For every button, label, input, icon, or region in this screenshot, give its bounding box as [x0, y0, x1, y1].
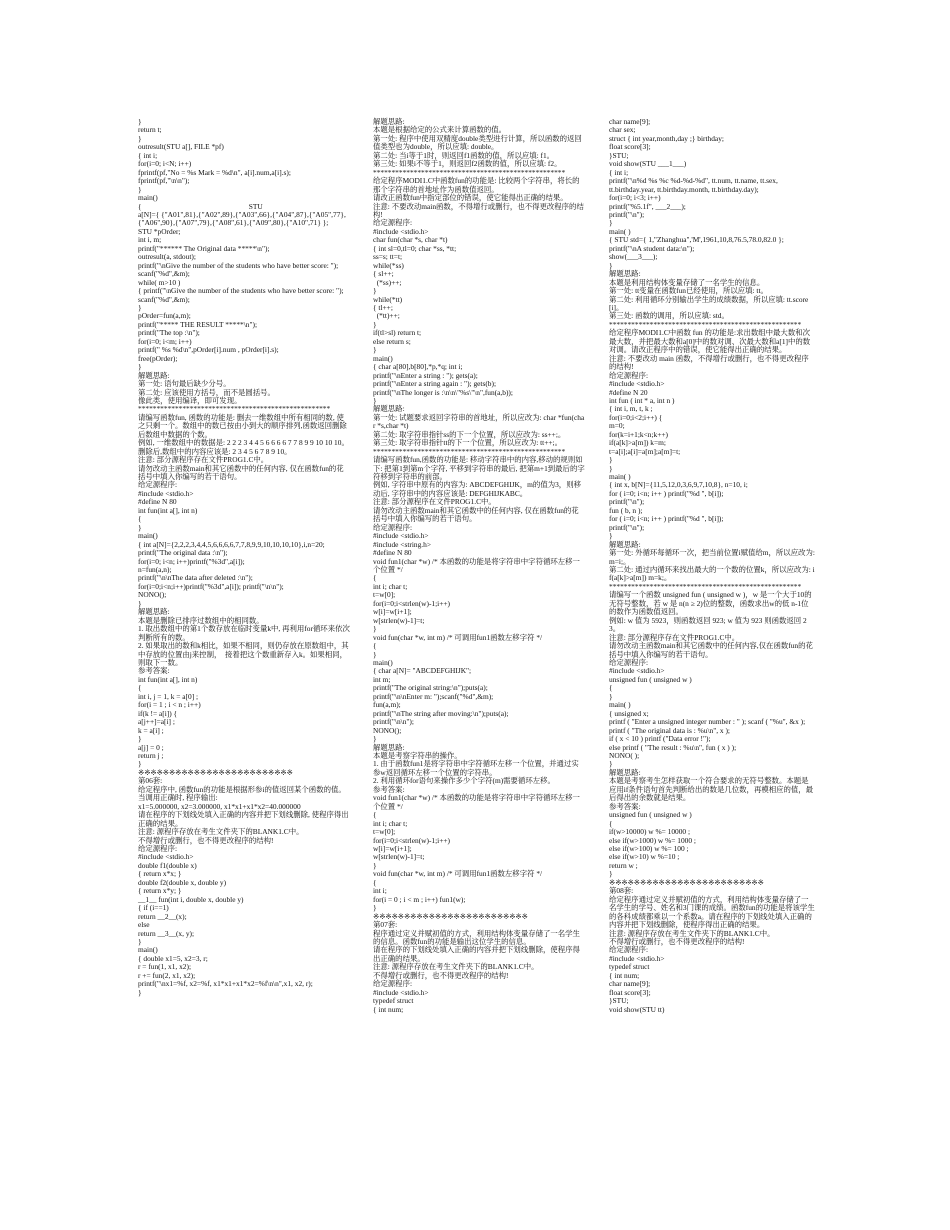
- text-line: 给定源程序:: [138, 843, 178, 853]
- text-line: if(w>10000) w %= 10000 ;: [609, 827, 691, 837]
- text-line: 本题是删除已排序过数组中的相同数。: [138, 615, 264, 625]
- text-line: x1=5.000000, x2=3.000000, x1*x1+x1*x2=40.000000: [138, 801, 301, 811]
- text-line: main( ): [609, 472, 631, 482]
- text-line: m=0;: [609, 421, 625, 431]
- text-line: int fun(int a[], int n): [138, 505, 198, 515]
- text-line: { return x*y; }: [138, 886, 182, 896]
- text-line: ※※※※※※※※※※※※※※※※※※※※※※※※※: [609, 877, 764, 887]
- text-line: scanf("%d",&m);: [138, 269, 190, 279]
- column-right: [609, 118, 815, 1014]
- text-line: float score[3];: [609, 142, 651, 152]
- text-line: double f1(double x): [138, 860, 197, 870]
- text-line: 第一处: tt变量在函数fun已经使用，所以应填: tt。: [609, 286, 768, 296]
- text-line: }: [138, 117, 142, 126]
- text-line: }: [138, 987, 142, 997]
- text-line: }: [373, 860, 377, 870]
- text-line: 给定源程序:: [138, 480, 178, 490]
- text-line: }: [609, 463, 613, 473]
- text-line: else return s;: [373, 336, 411, 346]
- text-line: void fun(char *w, int m) /* 可调用fun1函数左移字符 */: [373, 869, 543, 879]
- text-line: a[j] = 0 ;: [138, 742, 164, 752]
- text-line: outresult(a, stdout);: [138, 252, 196, 262]
- text-line: }: [138, 184, 142, 194]
- text-line: for(k=i+1;k<n;k++): [609, 429, 669, 439]
- text-line: {: [609, 683, 613, 693]
- text-line: __1__ fun(int i, double x, double y): [138, 894, 244, 904]
- text-line: if(a[k]>a[m]) k=m;: [609, 438, 666, 448]
- text-line: }: [373, 395, 377, 405]
- text-line: a[N]={ {"A01",81},{"A02",89},{"A03",66},{"A04",87},{"A05",77},: [138, 209, 346, 219]
- text-line: fun(a,m);: [373, 700, 401, 710]
- text-line: 给定程序中, 函数fun的功能是根据形参i的值返回某个函数的值。当调用正确时, 程序输出:: [138, 784, 346, 803]
- text-line: r += fun(2, x1, x2);: [138, 970, 196, 980]
- text-line: ****************************************************: [609, 319, 802, 329]
- text-line: return j ;: [138, 750, 164, 760]
- text-line: k = a[i] ;: [138, 725, 164, 735]
- text-line: 本题是考察考生怎样获取一个符合要求的无符号整数。本题是应用if条件语句首先判断给出的数是几位数，再模相应的值，最后得出的余数就是结果。: [609, 776, 814, 803]
- text-line: 第一处: 程序中使用双精度double类型进行计算，所以函数的返回值类型也为double，所以应填: double。: [373, 133, 582, 152]
- text-line: 给定程序MODI1.C中函数fun的功能是: 比较两个字符串，将长的那个字符串的首地址作为函数值返回。: [373, 176, 580, 194]
- text-line: for(i=0;i<2;i++) {: [609, 412, 663, 422]
- text-line: 给定程序MODI1.C中函数 fun 的功能是:求出数组中最大数和次最大数，并把最大数和a[0]中的数对调、次最大数和a[1]中的数对调。请改正程序中的错误，使它能得出正确的结果。: [609, 328, 811, 355]
- text-line: { tl++;: [373, 302, 393, 312]
- text-line: 注意: 不要改动main函数，不得增行或删行，也不得更改程序的结构!: [373, 201, 584, 219]
- text-line: 解题思路:: [373, 742, 405, 752]
- text-line: printf("\n\nThe data after deleted :\n");: [138, 573, 253, 583]
- text-line: 第二处: 应该使用方括号，而不是圆括号。: [138, 387, 275, 397]
- text-line: char fun(char *s, char *t): [373, 235, 448, 245]
- text-line: }: [373, 649, 377, 659]
- text-line: 像此类，使用编译，即可发现。: [138, 395, 242, 405]
- text-line: 注意: 不要改动 main 函数，不得增行或删行，也不得更改程序的结构!: [609, 353, 809, 372]
- text-line: #include <stdio.h>: [373, 531, 429, 541]
- text-line: 给定源程序:: [609, 945, 649, 955]
- text-line: }: [609, 531, 613, 541]
- text-line: n=fun(a,n);: [138, 565, 172, 575]
- text-line: ****************************************************: [138, 404, 331, 414]
- text-line: for ( i=0; i<n; i++ ) printf("%d ", b[i]);: [609, 514, 724, 524]
- text-line: return w ;: [609, 860, 638, 870]
- text-line: #include <stdio.h>: [373, 226, 429, 236]
- text-line: 解题思路:: [373, 117, 405, 126]
- text-line: { int i;: [138, 150, 158, 160]
- text-line: 2. 利用循环for语句来操作多少个字符(m)需要循环左移。: [373, 776, 555, 786]
- text-line: ****************************************************: [373, 446, 566, 456]
- text-line: ****************************************************: [373, 167, 566, 177]
- text-line: NONO();: [138, 590, 167, 600]
- text-line: #include <stdio.h>: [373, 987, 429, 997]
- text-line: STU *pOrder;: [138, 226, 181, 236]
- text-line: for(i=0;i<strlen(w)-1;i++): [373, 835, 451, 845]
- text-line: 第二处: 当i等于1时，则返回f1函数的值，所以应填: f1。: [373, 150, 555, 160]
- text-line: 请勿改动主函数main和其它函数中的任何内容, 仅在函数fun的花括号中填入你编写的若干语句。: [373, 505, 579, 524]
- text-line: { int a[N]={2,2,2,3,4,4,5,6,6,6,6,7,7,8,9,9,10,10,10,10},i,n=20;: [138, 539, 325, 549]
- text-line: }: [609, 691, 613, 701]
- text-line: 给定源程序:: [609, 370, 649, 380]
- text-line: #define N 80: [373, 548, 412, 558]
- text-line: 请勿改动主函数main和其它函数中的任何内容,仅在函数fun的花括号中填入你编写的若干语句。: [609, 641, 813, 659]
- text-line: { int i;: [609, 167, 629, 177]
- text-line: 1. 由于函数fun1是将字符串中字符循环左移一个位置，并通过实参w返回循环左移一个位置的字符串。: [373, 759, 579, 777]
- text-line: 第一处: 语句最后缺少分号。: [138, 379, 231, 389]
- text-line: }: [138, 759, 142, 769]
- text-line: if(tl>sl) return t;: [373, 328, 422, 338]
- text-line: else: [138, 920, 150, 930]
- text-line: }: [609, 869, 613, 879]
- text-line: ****************************************************: [609, 581, 802, 591]
- text-line: while(*tt): [373, 294, 403, 304]
- text-line: 第一处: 外循环每循环一次，把当前位置i赋值给m，所以应改为: m=i;。: [609, 548, 817, 566]
- text-line: a[j++]=a[i] ;: [138, 717, 175, 727]
- text-line: 第三处: 取字符串指针tt的下一个位置，所以应改为: tt++;。: [373, 438, 563, 448]
- text-line: }: [138, 522, 142, 532]
- text-line: for(i=0; i<n; i++)printf("%3d",a[i]);: [138, 556, 245, 566]
- text-line: int i;: [373, 886, 387, 896]
- text-line: for ( i=0; i<n; i++ ) printf("%d ", b[i]);: [609, 488, 724, 498]
- text-line: w[i]=w[i+1];: [373, 607, 412, 617]
- text-line: 解题思路:: [609, 767, 641, 777]
- text-line: ss=s; tt=t;: [373, 252, 403, 262]
- text-line: w[strlen(w)-1]=t;: [373, 852, 425, 862]
- text-line: }: [138, 936, 142, 946]
- text-line: 参考答案:: [138, 666, 170, 676]
- text-line: main(): [138, 193, 158, 203]
- text-line: #include <stdio.h>: [138, 852, 194, 862]
- text-line: t=w[0];: [373, 827, 396, 837]
- text-line: 2. 如果取出的数和k相比，如果不相同，则仍存放在原数组中，其中存放的位置由j来控制， 接着把这个数重新存入k。如果相同，则取下一数。: [138, 641, 349, 667]
- text-line: { int num;: [373, 1004, 404, 1014]
- text-line: }: [373, 734, 377, 744]
- text-line: 解题思路:: [609, 269, 641, 279]
- text-line: outresult(STU a[], FILE *pf): [138, 142, 224, 152]
- text-line: }: [138, 362, 142, 372]
- text-line: void show(STU ___1___): [609, 159, 687, 169]
- text-line: int i, j = 1, k = a[0] ;: [138, 691, 199, 701]
- text-line: { char a[80],b[80],*p,*q; int i;: [373, 362, 463, 372]
- text-line: printf("\n\n");: [373, 717, 414, 727]
- text-line: NONO( );: [609, 750, 640, 760]
- text-line: { int x, b[N]={11,5,12,0,3,6,9,7,10,8}, n=10, i;: [609, 480, 748, 490]
- text-line: return __2__(x);: [138, 911, 187, 921]
- text-line: else if(w>10) w %=10 ;: [609, 852, 680, 862]
- text-line: char sex;: [609, 125, 636, 135]
- text-line: (*tt)++;: [373, 311, 400, 321]
- text-line: }: [609, 260, 613, 270]
- text-line: 本题是利用结构体变量存储了一名学生的信息。: [609, 277, 765, 287]
- text-line: while(*ss): [373, 260, 404, 270]
- text-line: { sl++;: [373, 269, 394, 279]
- text-line: int fun ( int * a, int n ): [609, 395, 675, 405]
- text-line: 参考答案:: [373, 784, 405, 794]
- text-line: 第08套:: [609, 886, 634, 896]
- text-line: { int i, m, t, k ;: [609, 404, 653, 414]
- text-line: { if (i==1): [138, 903, 169, 913]
- text-line: for(i=0;i<n;i++)printf("%3d",a[i]); printf("\n\n");: [138, 581, 284, 591]
- text-line: ※※※※※※※※※※※※※※※※※※※※※※※※※: [373, 911, 528, 921]
- text-line: for(i = 1 ; i < n ; i++): [138, 700, 201, 710]
- text-line: void fun(char *w, int m) /* 可调用fun1函数左移字符 */: [373, 632, 543, 642]
- text-line: printf ( "The original data is : %u\n", x );: [609, 725, 730, 735]
- text-line: 解题思路:: [609, 539, 641, 549]
- text-line: #include <stdio.h>: [138, 488, 194, 498]
- text-line: 请编写函数fun,函数的功能是: 移动字符串中的内容,移动的规则如下: 把第1到第m个字符, 平移到字符串的最后, 把第m+1到最后的字符移到字符串的前部。: [373, 455, 585, 482]
- text-line: }: [138, 734, 142, 744]
- text-line: 请编写函数fun, 函数的功能是: 删去一维数组中所有相同的数, 使之只剩一个。数组中的数已按由小到大的顺序排列,函数返回删除后数组中数据的个数。: [138, 412, 347, 439]
- text-line: 参考答案:: [609, 801, 641, 811]
- text-line: #define N 80: [138, 497, 177, 507]
- text-line: 解题思路:: [138, 607, 170, 617]
- text-line: }: [373, 345, 377, 355]
- text-line: t=a[i];a[i]=a[m];a[m]=t;: [609, 446, 681, 456]
- text-line: 给定源程序:: [373, 979, 413, 989]
- text-line: 例如: w 值为 5923，则函数返回 923; w 值为 923 则函数返回 23。: [609, 615, 807, 634]
- text-line: { return x*x; }: [138, 869, 182, 879]
- text-line: 第07套:: [373, 920, 398, 930]
- text-line: char name[9];: [609, 117, 651, 126]
- text-line: 程序通过定义并赋初值的方式，利用结构体变量存储了一名学生的信息。函数fun的功能是输出这位学生的信息。: [373, 928, 580, 946]
- text-line: printf("\n");: [609, 522, 645, 532]
- text-line: printf("The original string:\n");puts(a);: [373, 683, 488, 693]
- text-line: 第一处: 试题要求返回字符串的首地址，所以应改为: char *fun(char *s,char *t): [373, 412, 585, 431]
- text-line: if ( x < 10 ) printf ("Data error !");: [609, 734, 711, 744]
- text-line: 注意: 源程序存放在考生文件夹下的BLANK1.C中。: [609, 928, 775, 938]
- text-line: NONO();: [373, 725, 402, 735]
- column-middle: [373, 118, 585, 1014]
- text-line: printf("\n");: [609, 209, 645, 219]
- text-line: 请勿改动主函数main和其它函数中的任何内容, 仅在函数fun的花括号中填入你编写的若干语句。: [138, 463, 344, 482]
- text-line: 本题是考察字符串的操作。: [373, 750, 462, 760]
- text-line: printf("\nx1=%f, x2=%f, x1*x1+x1*x2=%f\n\n",x1, x2, r);: [138, 979, 313, 989]
- text-line: for(i=0; i<3; i++): [609, 193, 661, 203]
- text-line: printf("\nGive the number of the students who have better score: ");: [138, 260, 339, 270]
- text-line: }: [373, 319, 377, 329]
- text-line: printf("%5.1f", ___2___);: [609, 201, 686, 211]
- text-line: else if(w>100) w %= 100 ;: [609, 843, 689, 853]
- text-line: 本题是根据给定的公式来计算函数的值。: [373, 125, 507, 135]
- text-line: for(i=0; i<N; i++): [138, 159, 192, 169]
- text-line: 给定源程序:: [609, 658, 649, 667]
- text-line: 请在程序的下划线处填入正确的内容并把下划线删除，使程序得出正确的结果。: [373, 945, 580, 963]
- text-line: {: [609, 818, 613, 828]
- text-line: 不得增行或删行，也不得更改程序的结构!: [373, 970, 509, 980]
- text-line: }: [609, 759, 613, 769]
- text-line: 第二处: 利用循环分别输出学生的成绩数据，所以应填: tt.score[i]。: [609, 294, 809, 312]
- text-line: return __3__(x, y);: [138, 928, 195, 938]
- text-line: fun ( b, n );: [609, 505, 643, 515]
- text-line: if(k != a[i]) {: [138, 708, 178, 718]
- text-line: 1. 取出数组中的第1个数存放在临时变量k中, 再利用for循环来依次判断所有的数。: [138, 624, 350, 642]
- text-line: float score[3];: [609, 987, 651, 997]
- text-line: (*ss)++;: [373, 277, 402, 287]
- text-line: main( ): [609, 700, 631, 710]
- text-line: printf("\nThe longer is :\n\n\"%s\"\n",fun(a,b));: [373, 387, 513, 397]
- text-line: {: [373, 573, 377, 583]
- text-line: 请编写一个函数 unsigned fun ( unsigned w )，w 是一个大于10的无符号整数，若 w 是 n(n ≥ 2)位的整数，函数求出w的低 n-1位的数作为函数值返回。: [609, 590, 812, 617]
- text-line: #include <string.h>: [373, 539, 432, 549]
- text-line: { STU std={ 1,"Zhanghua",'M',1961,10,8,76.5,78.0,82.0 };: [609, 235, 784, 245]
- text-line: for(i=0; i<m; i++): [138, 336, 192, 346]
- text-line: }STU;: [609, 150, 629, 160]
- text-line: {: [138, 514, 142, 524]
- text-line: scanf("%d",&m);: [138, 294, 190, 304]
- text-line: printf("\nThe string after moving:\n");puts(a);: [373, 708, 509, 718]
- text-line: printf("The top :\n");: [138, 328, 200, 338]
- text-line: int fun(int a[], int n): [138, 674, 198, 684]
- text-line: }: [373, 903, 377, 913]
- text-line: printf("\nA student data:\n");: [609, 243, 695, 253]
- text-line: 第二处: 取字符串指针ss的下一个位置，所以应改为: ss++;。: [373, 429, 566, 439]
- text-line: int m;: [373, 674, 391, 684]
- text-line: int i; char t;: [373, 581, 408, 591]
- text-line: unsigned fun ( unsigned w ): [609, 810, 692, 820]
- text-line: {: [373, 641, 377, 651]
- text-line: unsigned fun ( unsigned w ): [609, 674, 692, 684]
- text-line: printf("\nEnter a string again : "); gets(b);: [373, 379, 497, 389]
- text-line: { int sl=0,tl=0; char *ss, *tt;: [373, 243, 457, 253]
- text-line: void fun1(char *w) /* 本函数的功能是将字符串中字符循环左移一个位置 */: [373, 793, 580, 811]
- text-line: free(pOrder);: [138, 353, 178, 363]
- text-line: double f2(double x, double y): [138, 877, 227, 887]
- text-line: main(): [373, 658, 393, 667]
- text-line: w[strlen(w)-1]=t;: [373, 615, 425, 625]
- text-line: w[i]=w[i+1];: [373, 843, 412, 853]
- text-line: }: [609, 218, 613, 228]
- text-line: main( ): [609, 226, 631, 236]
- text-line: fprintf(pf,"\n\n");: [138, 176, 190, 186]
- text-line: {: [138, 683, 142, 693]
- text-line: }: [373, 286, 377, 296]
- text-line: else printf ( "The result : %u\n", fun ( x ) );: [609, 742, 737, 752]
- text-line: }: [138, 302, 142, 312]
- text-line: 请改正函数fun中指定部位的错误，使它能得出正确的结果。: [373, 193, 568, 203]
- text-line: printf("\n%d %s %c %d-%d-%d", tt.num, tt.name, tt.sex,: [609, 176, 778, 186]
- text-line: main(): [138, 531, 158, 541]
- text-line: printf("\n");: [609, 497, 645, 507]
- text-line: void show(STU tt): [609, 1004, 665, 1014]
- text-line: #include <stdio.h>: [609, 953, 665, 963]
- text-line: 注意: 部分源程序存在文件PROG1.C中。: [609, 632, 740, 642]
- text-line: 第三处: 如果i不等于1，则返回f2函数的值，所以应填: f2。: [373, 159, 562, 169]
- text-line: { unsigned x;: [609, 708, 649, 718]
- text-line: 给定源程序:: [373, 218, 413, 228]
- text-line: 注意: 源程序存放在考生文件夹下的BLANK1.C中。: [138, 827, 304, 837]
- text-line: { char a[N]= "ABCDEFGHIJK";: [373, 666, 472, 676]
- text-line: printf("***** THE RESULT *****\n");: [138, 319, 258, 329]
- text-line: printf("The original data :\n");: [138, 548, 228, 558]
- text-line: }: [609, 455, 613, 465]
- text-line: 不得增行或删行，也不得更改程序的结构!: [609, 936, 745, 946]
- text-line: main(): [138, 945, 158, 955]
- text-line: 请在程序的下划线处填入正确的内容并把下划线删除, 使程序得出正确的结果。: [138, 810, 349, 828]
- text-line: return t;: [138, 125, 162, 135]
- text-line: struct { int year,month,day ;} birthday;: [609, 133, 724, 143]
- text-line: char name[9];: [609, 979, 651, 989]
- text-line: 第三处: 函数的调用，所以应填: std。: [609, 311, 729, 321]
- text-line: }: [138, 598, 142, 608]
- text-line: }STU;: [609, 996, 629, 1006]
- column-left: [138, 118, 350, 997]
- text-line: pOrder=fun(a,m);: [138, 311, 191, 321]
- text-line: else if(w>1000) w %= 1000 ;: [609, 835, 696, 845]
- text-line: {"A06",90},{"A07",79},{"A08",61},{"A09",80},{"A10",71} };: [138, 218, 329, 228]
- text-line: for(i = 0 ; i < m ; i++) fun1(w);: [373, 894, 466, 904]
- text-line: fprintf(pf,"No = %s Mark = %d\n", a[i].num,a[i].s);: [138, 167, 291, 177]
- text-line: printf("****** The Original data *****\n");: [138, 243, 270, 253]
- text-line: {: [373, 810, 377, 820]
- text-line: { int num;: [609, 970, 640, 980]
- text-line: 注意: 部分源程序在文件PROG1.C中。: [373, 497, 496, 507]
- text-line: printf("\nEnter a string : "); gets(a);: [373, 370, 478, 380]
- text-line: 给定源程序:: [373, 522, 413, 532]
- text-line: int i, m;: [138, 235, 162, 245]
- text-line: #define N 20: [609, 387, 648, 397]
- text-line: #include <stdio.h>: [609, 379, 665, 389]
- text-line: show(___3___);: [609, 252, 658, 262]
- text-line: 第06套:: [138, 776, 163, 786]
- text-line: typedef struct: [609, 962, 650, 972]
- text-line: { double x1=5, x2=3, r;: [138, 953, 208, 963]
- text-line: 不得增行或删行，也不得更改程序的结构!: [138, 835, 274, 845]
- text-line: 例如, 字符串中原有的内容为: ABCDEFGHIJK，m的值为3，则移动后, 字符串中的内容应该是: DEFGHIJKABC。: [373, 480, 581, 498]
- text-line: typedef struct: [373, 996, 414, 1006]
- text-line: 解题思路:: [373, 404, 405, 414]
- text-line: int i; char t;: [373, 818, 408, 828]
- text-line: r = fun(1, x1, x2);: [138, 962, 192, 972]
- text-line: for(i=0;i<strlen(w)-1;i++): [373, 598, 451, 608]
- text-line: void fun1(char *w) /* 本函数的功能是将字符串中字符循环左移一个位置 */: [373, 556, 580, 575]
- text-line: 注意: 源程序存放在考生文件夹下的BLANK1.C中。: [373, 962, 539, 972]
- text-line: tt.birthday.year, tt.birthday.month, tt.birthday.day);: [609, 184, 759, 194]
- text-line: 第二处: 通过内循环来找出最大的一个数的位置k，所以应改为: if(a[k]>a[m]) m=k;。: [609, 565, 815, 583]
- text-line: #include <stdio.h>: [609, 666, 665, 676]
- text-line: {: [373, 877, 377, 887]
- text-line: 给定程序通过定义并赋初值的方式，利用结构体变量存储了一名学生的学号、姓名和3门课的成绩。函数fun的功能是将该学生的各科成绩都乘以一个系数a。请在程序的下划线处填入正确的内容并把下划线删除，使程序得出正确的结果。: [609, 894, 815, 930]
- text-line: 删除后,数组中的内容应该是: 2 3 4 5 6 7 8 9 10。: [138, 446, 292, 456]
- text-line: t=w[0];: [373, 590, 396, 600]
- text-line: printf(" %s %d\n",pOrder[i].num , pOrder[i].s);: [138, 345, 279, 355]
- text-line: printf("\n\nEnter m: ");scanf("%d",&m);: [373, 691, 494, 701]
- text-line: while( m>10 ): [138, 277, 181, 287]
- text-line: 解题思路:: [138, 370, 170, 380]
- text-line: main(): [373, 353, 393, 363]
- text-line: }: [373, 624, 377, 634]
- text-line: ※※※※※※※※※※※※※※※※※※※※※※※※※: [138, 767, 293, 777]
- text-line: }: [138, 133, 142, 143]
- text-line: { STU: [138, 201, 263, 211]
- text-line: { printf("\nGive the number of the students who have better score: ");: [138, 286, 344, 296]
- text-line: 注意: 部分源程序存在文件PROG1.C中。: [138, 455, 269, 465]
- text-line: printf ( "Enter a unsigned integer number : " ); scanf ( "%u", &x );: [609, 717, 806, 727]
- text-line: 例如, 一维数组中的数据是: 2 2 2 3 4 4 5 6 6 6 6 7 7 8 9 9 10 10 10。: [138, 438, 349, 448]
